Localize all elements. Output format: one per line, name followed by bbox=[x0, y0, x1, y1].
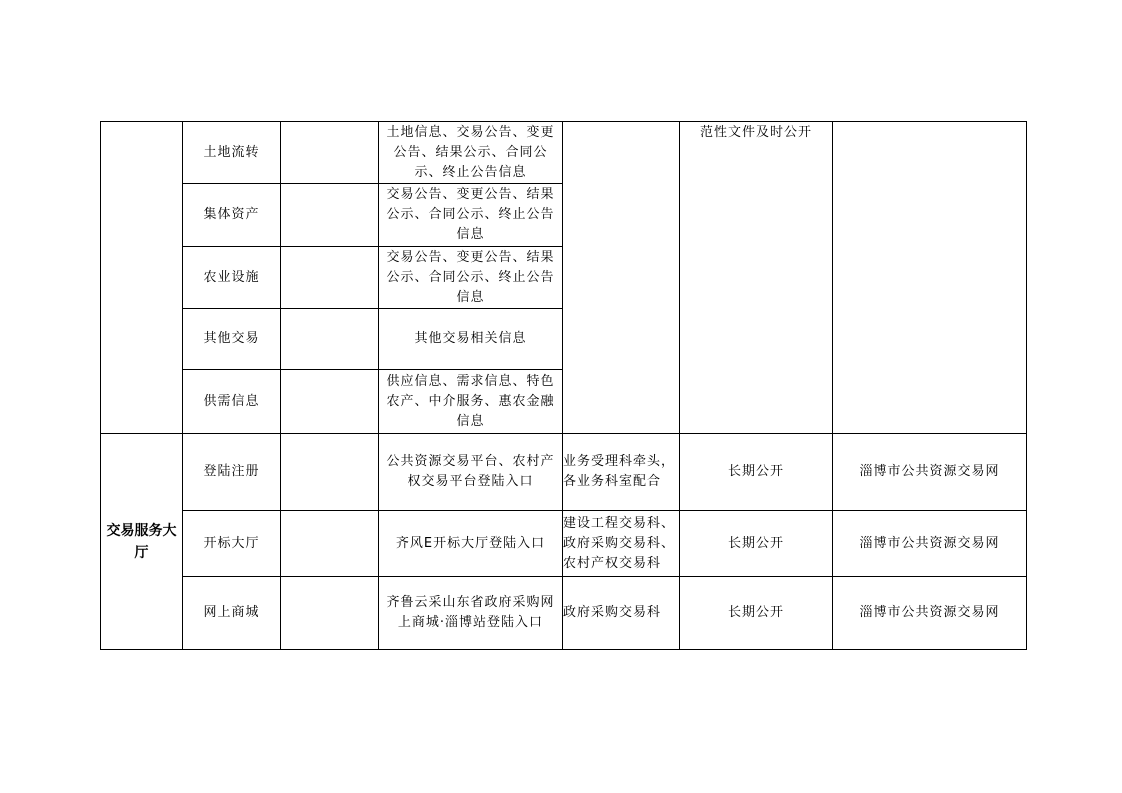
publish-channel: 淄博市公共资源交易网 bbox=[833, 577, 1027, 650]
publish-channel: 淄博市公共资源交易网 bbox=[833, 511, 1027, 577]
publish-channel: 淄博市公共资源交易网 bbox=[833, 434, 1027, 511]
table-row bbox=[101, 434, 1027, 511]
item-content: 齐风E开标大厅登陆入口 bbox=[379, 511, 563, 577]
publish-time: 长期公开 bbox=[680, 577, 833, 650]
category-cell-empty bbox=[101, 122, 183, 434]
responsible-unit: 政府采购交易科 bbox=[563, 577, 680, 650]
empty-cell bbox=[281, 511, 379, 577]
item-name: 开标大厅 bbox=[183, 511, 281, 577]
item-content: 齐鲁云采山东省政府采购网上商城·淄博站登陆入口 bbox=[379, 577, 563, 650]
item-content: 土地信息、交易公告、变更公告、结果公示、合同公示、终止公告信息 bbox=[379, 122, 563, 184]
item-content: 交易公告、变更公告、结果公示、合同公示、终止公告信息 bbox=[379, 184, 563, 247]
category-label: 交易服务大厅 bbox=[101, 434, 183, 650]
item-name: 登陆注册 bbox=[183, 434, 281, 511]
disclosure-table bbox=[100, 121, 1027, 650]
empty-cell bbox=[281, 434, 379, 511]
table-row bbox=[101, 511, 1027, 577]
responsible-unit: 建设工程交易科、政府采购交易科、农村产权交易科 bbox=[563, 511, 680, 577]
empty-cell bbox=[281, 370, 379, 434]
empty-cell bbox=[281, 122, 379, 184]
item-name: 其他交易 bbox=[183, 309, 281, 370]
responsible-unit: 业务受理科牵头，各业务科室配合 bbox=[563, 434, 680, 511]
table-row bbox=[101, 122, 1027, 184]
item-name: 土地流转 bbox=[183, 122, 281, 184]
item-name: 农业设施 bbox=[183, 247, 281, 309]
item-content: 供应信息、需求信息、特色农产、中介服务、惠农金融信息 bbox=[379, 370, 563, 434]
unit-cell-empty bbox=[563, 122, 680, 434]
item-content: 公共资源交易平台、农村产权交易平台登陆入口 bbox=[379, 434, 563, 511]
item-content: 其他交易相关信息 bbox=[379, 309, 563, 370]
item-name: 集体资产 bbox=[183, 184, 281, 247]
empty-cell bbox=[281, 184, 379, 247]
publish-time: 长期公开 bbox=[680, 434, 833, 511]
item-name: 供需信息 bbox=[183, 370, 281, 434]
empty-cell bbox=[281, 577, 379, 650]
empty-cell bbox=[281, 247, 379, 309]
item-content: 交易公告、变更公告、结果公示、合同公示、终止公告信息 bbox=[379, 247, 563, 309]
item-name: 网上商城 bbox=[183, 577, 281, 650]
empty-cell bbox=[281, 309, 379, 370]
publish-time: 长期公开 bbox=[680, 511, 833, 577]
channel-cell-empty bbox=[833, 122, 1027, 434]
publish-time: 范性文件及时公开 bbox=[680, 122, 833, 434]
table-row bbox=[101, 577, 1027, 650]
